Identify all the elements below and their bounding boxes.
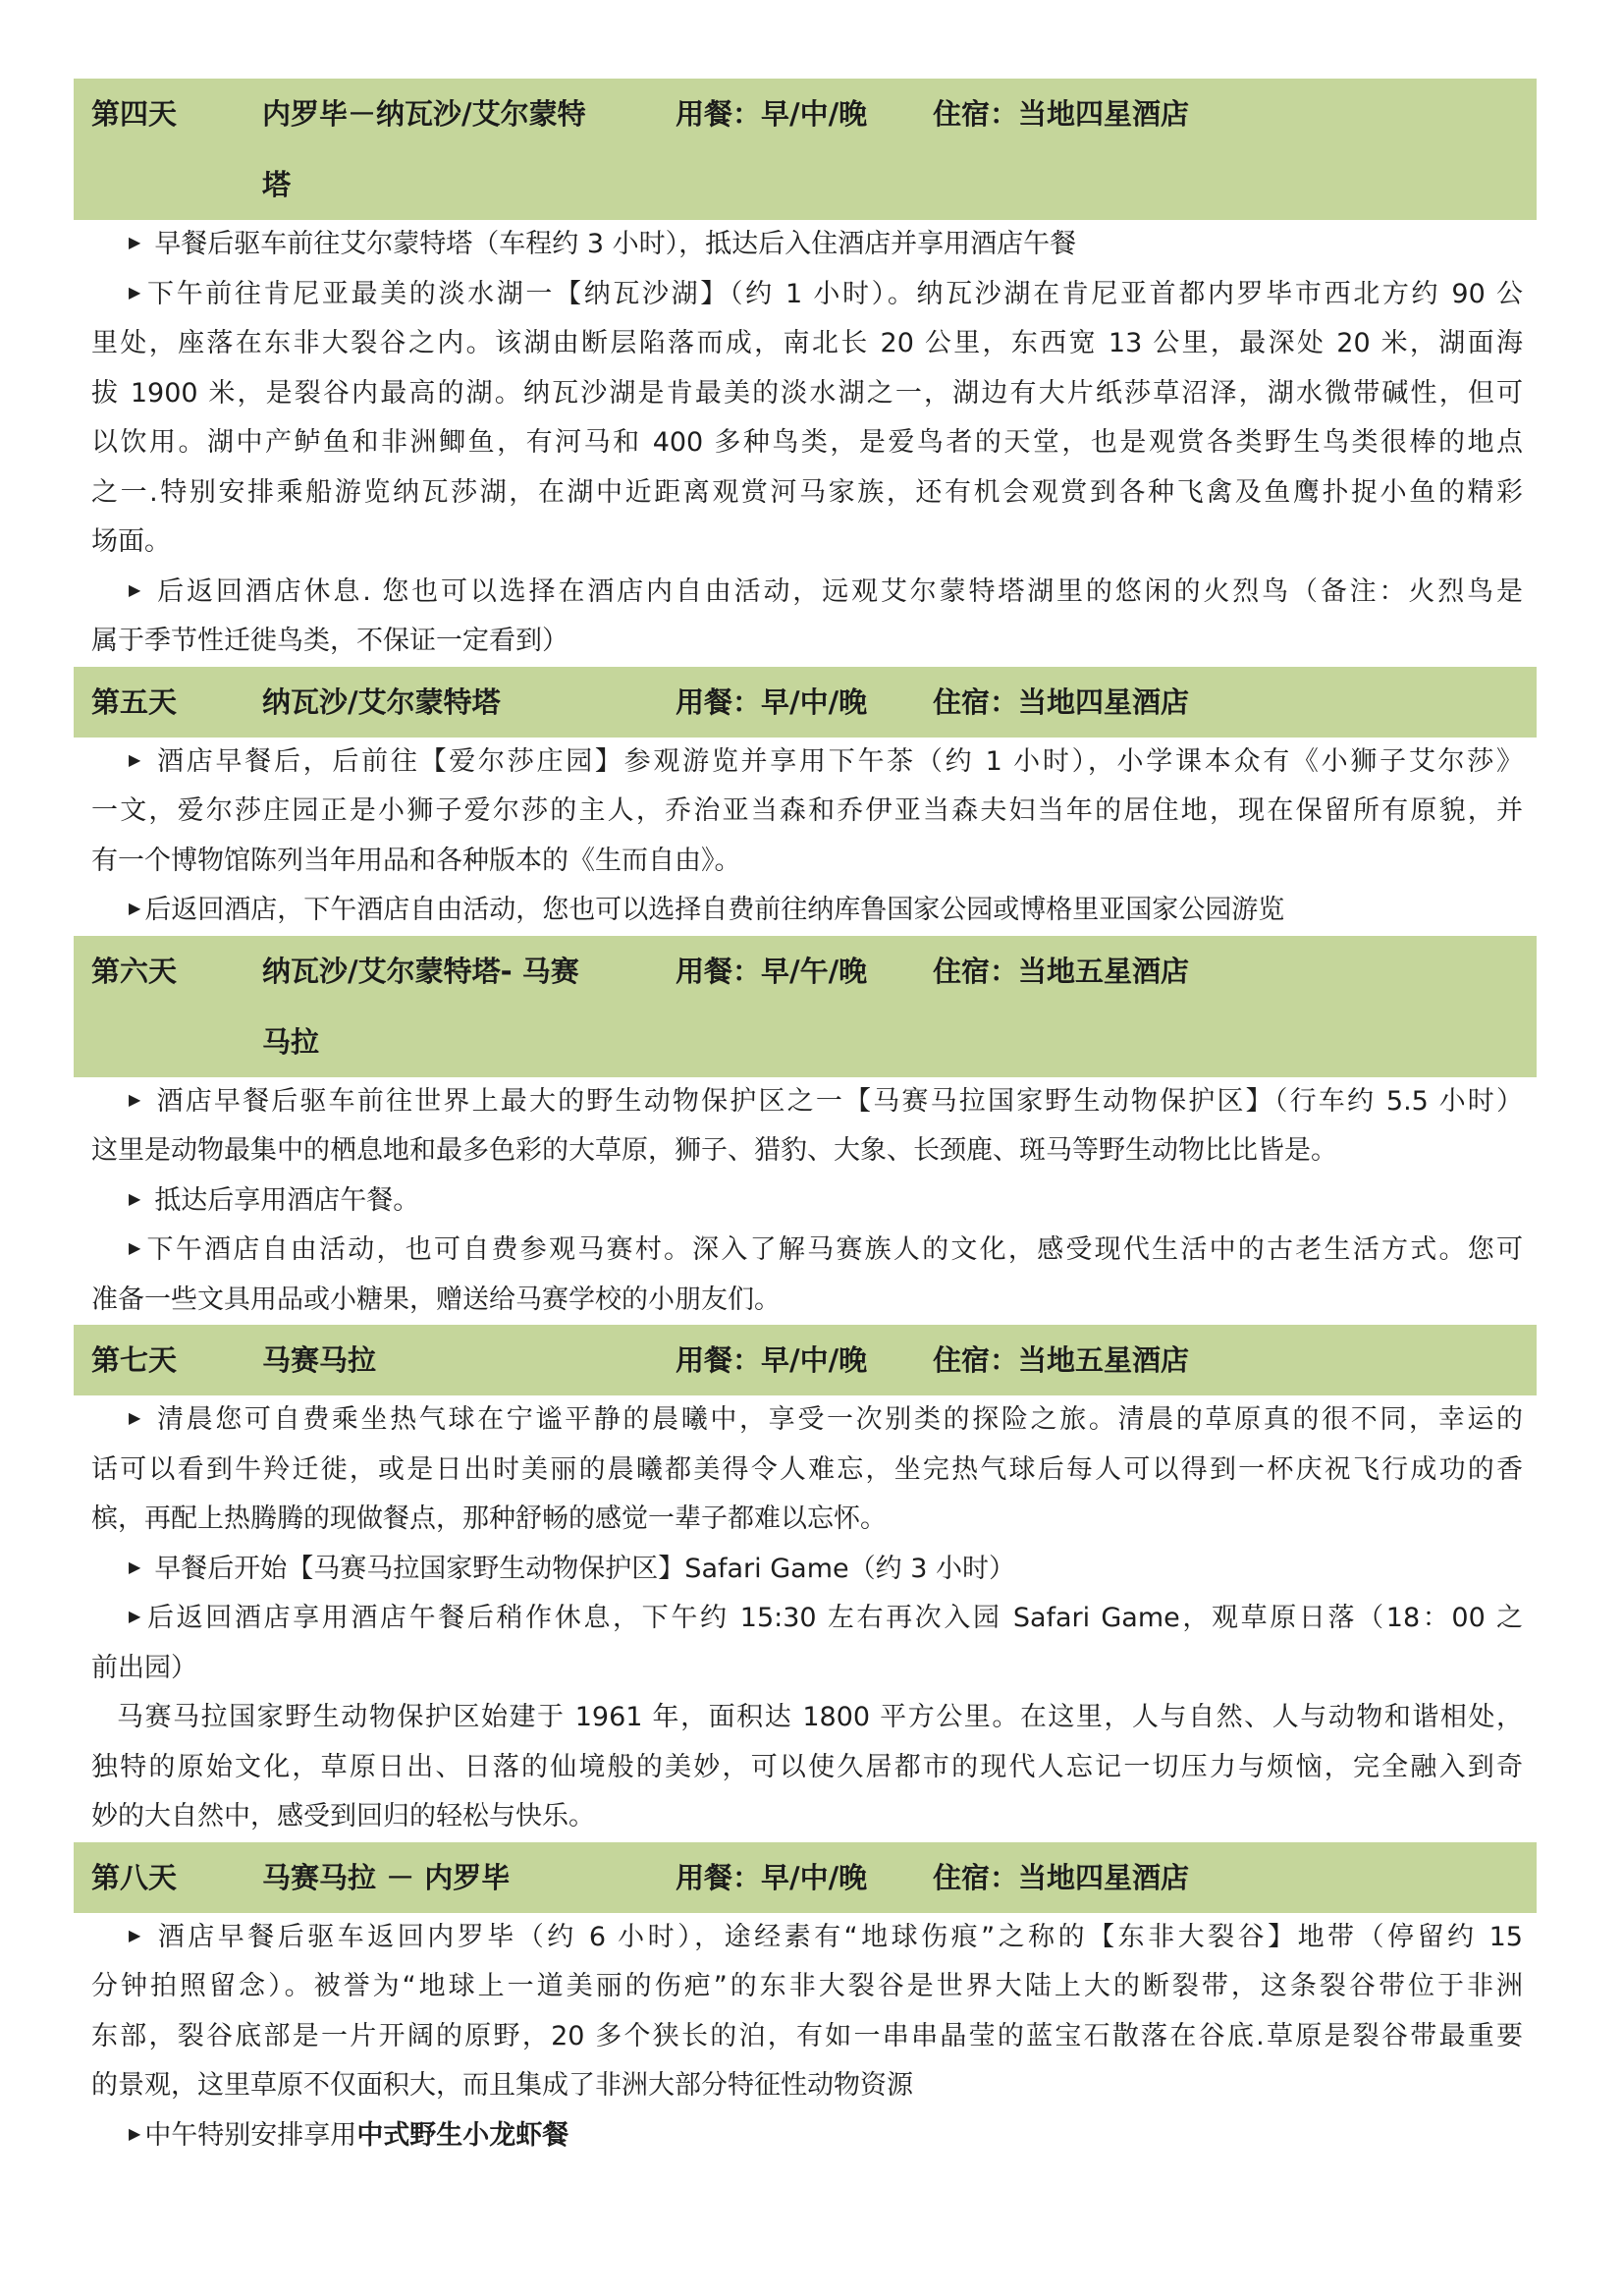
bullet-triangle-icon: ▶ — [129, 579, 141, 599]
line-text: 里处，座落在东非大裂谷之内。该湖由断层陷落而成，南北长 20 公里，东西宽 13 公里，最深处 20 米，湖面海 — [91, 328, 1523, 358]
day-body — [74, 738, 1537, 936]
text-line — [91, 1594, 1523, 1644]
line-text: 抵达后享用酒店午餐。 — [154, 1184, 420, 1216]
hotel-info: 住宿：当地四星酒店 — [933, 684, 1190, 719]
line-text: 之一.特别安排乘船游览纳瓦莎湖，在湖中近距离观赏河马家族，还有机会观赏到各种飞禽及鱼鹰扑捉小鱼的精彩 — [91, 476, 1523, 508]
hotel-info: 住宿：当地五星酒店 — [933, 1343, 1190, 1377]
day-section — [74, 936, 1537, 1326]
header-line — [74, 79, 1537, 149]
route-text: 马赛马拉 － 内罗毕 — [262, 1860, 511, 1894]
route-text: 马赛马拉 — [262, 1343, 377, 1377]
line-text: 拔 1900 米，是裂谷内最高的湖。纳瓦沙湖是肯最美的淡水湖之一，湖边有大片纸莎草沼泽，湖水微带碱性，但可 — [91, 377, 1523, 409]
bullet-triangle-icon: ▶ — [129, 1408, 141, 1428]
highlight-text: 中式野生小龙虾餐 — [356, 2119, 569, 2151]
text-line — [91, 738, 1523, 788]
text-line — [91, 1792, 1523, 1842]
text-line — [91, 1276, 1523, 1326]
day-section — [74, 79, 1537, 667]
day-header — [74, 936, 1537, 1077]
meals-info: 用餐：早/午/晚 — [676, 954, 868, 988]
route-text: 内罗毕－纳瓦沙/艾尔蒙特 — [262, 97, 586, 131]
paragraph — [91, 270, 1523, 568]
text-line — [91, 1962, 1523, 2012]
text-line — [91, 1226, 1523, 1276]
header-line — [74, 936, 1537, 1007]
route-text: 马拉 — [262, 1024, 320, 1059]
text-line — [91, 1395, 1523, 1446]
day-body — [74, 1913, 1537, 2161]
day-section — [74, 1842, 1537, 2161]
bullet-triangle-icon: ▶ — [129, 749, 141, 769]
day-header — [74, 1325, 1537, 1395]
line-text: 槟，再配上热腾腾的现做餐点，那种舒畅的感觉一辈子都难以忘怀。 — [91, 1503, 887, 1534]
meals-info: 用餐：早/中/晚 — [676, 684, 868, 719]
text-line — [91, 2012, 1523, 2062]
day-header — [74, 79, 1537, 220]
day-header — [74, 667, 1537, 738]
text-line — [91, 2061, 1523, 2111]
line-text: 前出园） — [91, 1652, 197, 1683]
header-line — [74, 1007, 1537, 1077]
bullet-triangle-icon: ▶ — [129, 282, 141, 301]
text-line — [91, 1077, 1523, 1127]
paragraph — [91, 1176, 1523, 1227]
paragraph — [91, 1594, 1523, 1693]
bullet-triangle-icon: ▶ — [129, 1607, 141, 1626]
day-body — [74, 220, 1537, 667]
text-line — [91, 837, 1523, 887]
bullet-triangle-icon: ▶ — [129, 233, 141, 252]
paragraph — [91, 220, 1523, 270]
line-text: 后返回酒店享用酒店午餐后稍作休息，下午约 15:30 左右再次入园 Safari Game，观草原日落（18：00 之 — [144, 1603, 1523, 1633]
text-line — [91, 319, 1523, 369]
paragraph — [91, 1077, 1523, 1176]
text-line — [91, 418, 1523, 468]
day-body — [74, 1077, 1537, 1326]
text-line — [91, 1495, 1523, 1545]
route-text: 纳瓦沙/艾尔蒙特塔 — [262, 684, 501, 719]
paragraph — [91, 2111, 1523, 2161]
route-text: 纳瓦沙/艾尔蒙特塔- 马赛 — [262, 954, 579, 988]
day-label: 第八天 — [91, 1860, 178, 1894]
line-text: 分钟拍照留念）。被誉为“地球上一道美丽的伤疤”的东非大裂谷是世界大陆上大的断裂带，这条裂谷带位于非洲 — [91, 1971, 1523, 2001]
day-label: 第四天 — [91, 97, 178, 131]
text-line — [91, 617, 1523, 667]
paragraph — [91, 1395, 1523, 1545]
line-text: 后返回酒店休息. 您也可以选择在酒店内自由活动，远观艾尔蒙特塔湖里的悠闲的火烈鸟（备注：火烈鸟是 — [154, 575, 1523, 607]
day-label: 第六天 — [91, 954, 178, 988]
line-text: 酒店早餐后，后前往【爱尔莎庄园】参观游览并享用下午茶（约 1 小时），小学课本众有《小狮子艾尔莎》 — [154, 745, 1523, 777]
text-line — [91, 1693, 1523, 1743]
bullet-triangle-icon: ▶ — [129, 1238, 141, 1258]
line-text: 妙的大自然中，感受到回归的轻松与快乐。 — [91, 1801, 595, 1831]
paragraph — [91, 1545, 1523, 1595]
text-line — [91, 1126, 1523, 1176]
paragraph — [91, 568, 1523, 667]
text-line — [91, 568, 1523, 618]
line-text: 下午酒店自由活动，也可自费参观马赛村。深入了解马赛族人的文化，感受现代生活中的古老生活方式。您可 — [144, 1234, 1523, 1265]
line-text: 话可以看到牛羚迁徙，或是日出时美丽的晨曦都美得令人难忘，坐完热气球后每人可以得到一杯庆祝飞行成功的香 — [91, 1453, 1523, 1485]
meals-info: 用餐：早/中/晚 — [676, 1343, 868, 1377]
header-line — [74, 1325, 1537, 1395]
line-text: 东部，裂谷底部是一片开阔的原野，20 多个狭长的泊，有如一串串晶莹的蓝宝石散落在谷底.草原是裂谷带最重要 — [91, 2020, 1523, 2051]
text-line — [91, 1644, 1523, 1694]
meals-info: 用餐：早/中/晚 — [676, 1860, 868, 1894]
header-line — [74, 149, 1537, 220]
day-header — [74, 1842, 1537, 1913]
line-text: 有一个博物馆陈列当年用品和各种版本的《生而自由》。 — [91, 845, 741, 876]
text-line — [91, 1743, 1523, 1793]
bullet-triangle-icon: ▶ — [129, 1089, 141, 1109]
day-section — [74, 667, 1537, 936]
text-line — [91, 1913, 1523, 1963]
text-line — [91, 787, 1523, 837]
hotel-info: 住宿：当地五星酒店 — [933, 954, 1190, 988]
day-section — [74, 1325, 1537, 1842]
line-text: 酒店早餐后驱车返回内罗毕（约 6 小时），途经素有“地球伤痕”之称的【东非大裂谷】地带（停留约 15 — [154, 1921, 1523, 1952]
line-text: 这里是动物最集中的栖息地和最多色彩的大草原，狮子、猎豹、大象、长颈鹿、斑马等野生动物比比皆是。 — [91, 1135, 1337, 1166]
line-text: 以饮用。湖中产鲈鱼和非洲鲫鱼，有河马和 400 多种鸟类，是爱鸟者的天堂，也是观赏各类野生鸟类很棒的地点 — [91, 427, 1523, 458]
text-line — [91, 369, 1523, 419]
bullet-triangle-icon: ▶ — [129, 1557, 141, 1576]
line-text: 早餐后开始【马赛马拉国家野生动物保护区】Safari Game（约 3 小时） — [154, 1553, 1015, 1584]
bullet-triangle-icon: ▶ — [129, 2123, 141, 2143]
line-text: 属于季节性迁徙鸟类，不保证一定看到） — [91, 626, 568, 656]
text-line — [91, 2111, 1523, 2161]
header-line — [74, 1842, 1537, 1913]
paragraph — [91, 738, 1523, 887]
day-label: 第五天 — [91, 684, 178, 719]
text-line — [91, 1446, 1523, 1496]
line-text: 独特的原始文化，草原日出、日落的仙境般的美妙，可以使久居都市的现代人忘记一切压力与烦恼，完全融入到奇 — [91, 1751, 1523, 1782]
paragraph — [91, 1913, 1523, 2111]
paragraph — [91, 886, 1523, 936]
bullet-triangle-icon: ▶ — [129, 1188, 141, 1208]
text-line — [91, 1545, 1523, 1595]
text-line — [91, 518, 1523, 568]
line-text: 准备一些文具用品或小糖果，赠送给马赛学校的小朋友们。 — [91, 1284, 781, 1315]
line-text: 早餐后驱车前往艾尔蒙特塔（车程约 3 小时），抵达后入住酒店并享用酒店午餐 — [154, 229, 1077, 259]
hotel-info: 住宿：当地四星酒店 — [933, 97, 1190, 131]
line-text: 后返回酒店，下午酒店自由活动，您也可以选择自费前往纳库鲁国家公园或博格里亚国家公园游览 — [144, 895, 1285, 925]
line-text: 酒店早餐后驱车前往世界上最大的野生动物保护区之一【马赛马拉国家野生动物保护区】（行车约 5.5 小时） — [154, 1085, 1523, 1117]
itinerary-document — [74, 79, 1537, 2160]
bullet-triangle-icon: ▶ — [129, 899, 141, 918]
paragraph — [91, 1693, 1523, 1842]
text-line — [91, 886, 1523, 936]
day-label: 第七天 — [91, 1343, 178, 1377]
text-line — [91, 270, 1523, 320]
line-text: 马赛马拉国家野生动物保护区始建于 1961 年，面积达 1800 平方公里。在这里，人与自然、人与动物和谐相处， — [117, 1702, 1523, 1732]
meals-info: 用餐：早/中/晚 — [676, 97, 868, 131]
line-text: 场面。 — [91, 526, 171, 557]
bullet-triangle-icon: ▶ — [129, 1925, 141, 1944]
day-body — [74, 1395, 1537, 1842]
text-line — [91, 468, 1523, 519]
hotel-info: 住宿：当地四星酒店 — [933, 1860, 1190, 1894]
line-text: 中午特别安排享用 — [144, 2119, 357, 2151]
line-text: 清晨您可自费乘坐热气球在宁谧平静的晨曦中，享受一次别类的探险之旅。清晨的草原真的很不同，幸运的 — [154, 1404, 1523, 1435]
line-text: 的景观，这里草原不仅面积大，而且集成了非洲大部分特征性动物资源 — [91, 2070, 913, 2101]
route-text: 塔 — [262, 168, 292, 201]
header-line — [74, 667, 1537, 738]
line-text: 一文，爱尔莎庄园正是小狮子爱尔莎的主人，乔治亚当森和乔伊亚当森夫妇当年的居住地，现在保留所有原貌，并 — [91, 795, 1523, 826]
text-line — [91, 220, 1523, 270]
line-text: 下午前往肯尼亚最美的淡水湖一【纳瓦沙湖】（约 1 小时）。纳瓦沙湖在肯尼亚首都内罗毕市西北方约 90 公 — [144, 278, 1523, 309]
paragraph — [91, 1226, 1523, 1325]
text-line — [91, 1176, 1523, 1227]
